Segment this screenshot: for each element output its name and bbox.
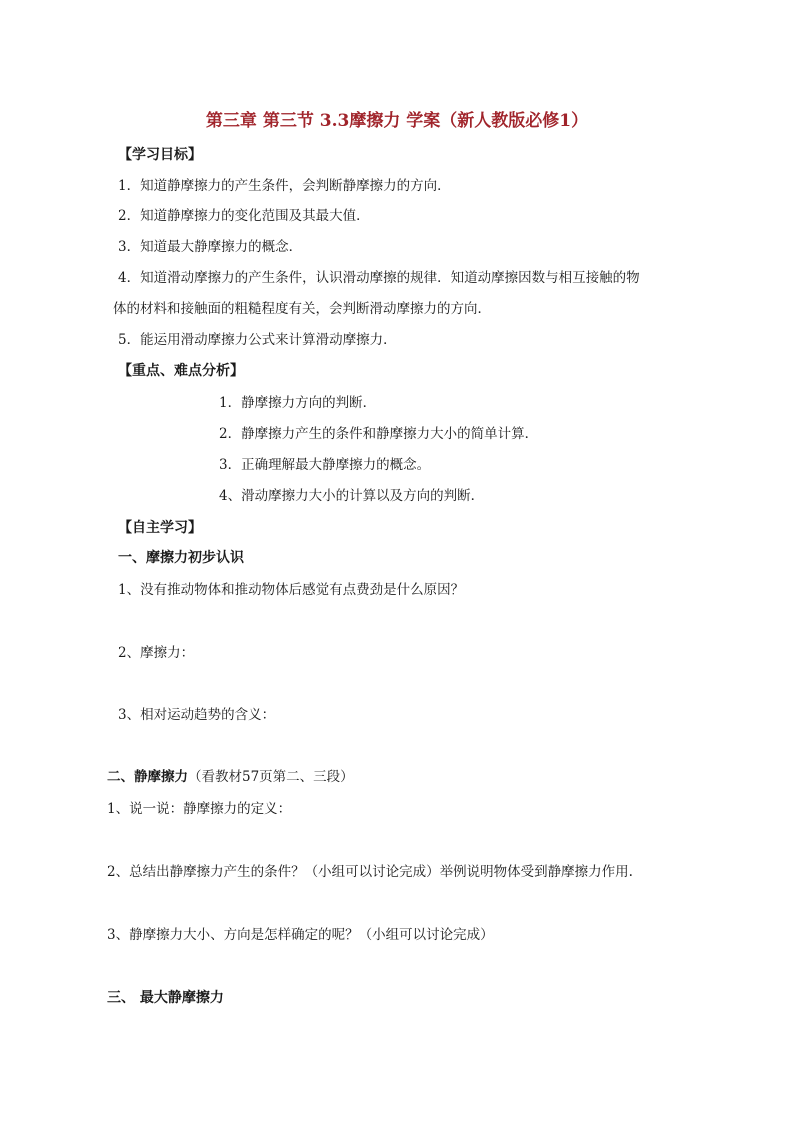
key-point-item: 1．静摩擦力方向的判断． bbox=[219, 395, 377, 411]
objective-item: 2．知道静摩擦力的变化范围及其最大值． bbox=[118, 208, 370, 224]
section3-heading: 三、 最大静摩擦力 bbox=[107, 990, 224, 1006]
section2-heading-row bbox=[107, 767, 354, 787]
question-item: 2、总结出静摩擦力产生的条件？（小组可以讨论完成）举例说明物体受到静摩擦力作用. bbox=[107, 864, 633, 880]
key-point-item: 3．正确理解最大静摩擦力的概念。 bbox=[219, 457, 431, 473]
objective-item: 1．知道静摩擦力的产生条件，会判断静摩擦力的方向． bbox=[118, 178, 451, 194]
section2-heading: 二、静摩擦力 bbox=[107, 769, 188, 785]
objective-item-continued: 体的材料和接触面的粗糙程度有关，会判断滑动摩擦力的方向． bbox=[113, 301, 491, 317]
key-point-item: 4、滑动摩擦力大小的计算以及方向的判断． bbox=[219, 488, 485, 504]
key-point-item: 2．静摩擦力产生的条件和静摩擦力大小的简单计算． bbox=[219, 426, 539, 442]
document-title: 第三章 第三节 3.3摩擦力 学案（新人教版必修1） bbox=[205, 111, 589, 131]
key-points-heading: 【重点、难点分析】 bbox=[118, 363, 244, 379]
question-item: 3、静摩擦力大小、方向是怎样确定的呢？（小组可以讨论完成） bbox=[107, 927, 494, 943]
question-item: 1、没有推动物体和推动物体后感觉有点费劲是什么原因？ bbox=[118, 582, 465, 598]
objective-item: 5．能运用滑动摩擦力公式来计算滑动摩擦力． bbox=[118, 332, 397, 348]
section2-note: （看教材57页第二、三段） bbox=[188, 769, 354, 785]
question-item: 3、相对运动趋势的含义： bbox=[118, 707, 276, 723]
section1-heading: 一、摩擦力初步认识 bbox=[118, 550, 244, 566]
objective-item: 4．知道滑动摩擦力的产生条件，认识滑动摩擦的规律．知道动摩擦因数与相互接触的物 bbox=[118, 270, 640, 286]
objectives-heading: 【学习目标】 bbox=[118, 147, 202, 163]
question-item: 2、摩擦力： bbox=[118, 645, 195, 661]
question-item: 1、说一说：静摩擦力的定义： bbox=[107, 801, 292, 817]
self-study-heading: 【自主学习】 bbox=[118, 520, 202, 536]
objective-item: 3．知道最大静摩擦力的概念． bbox=[118, 239, 303, 255]
